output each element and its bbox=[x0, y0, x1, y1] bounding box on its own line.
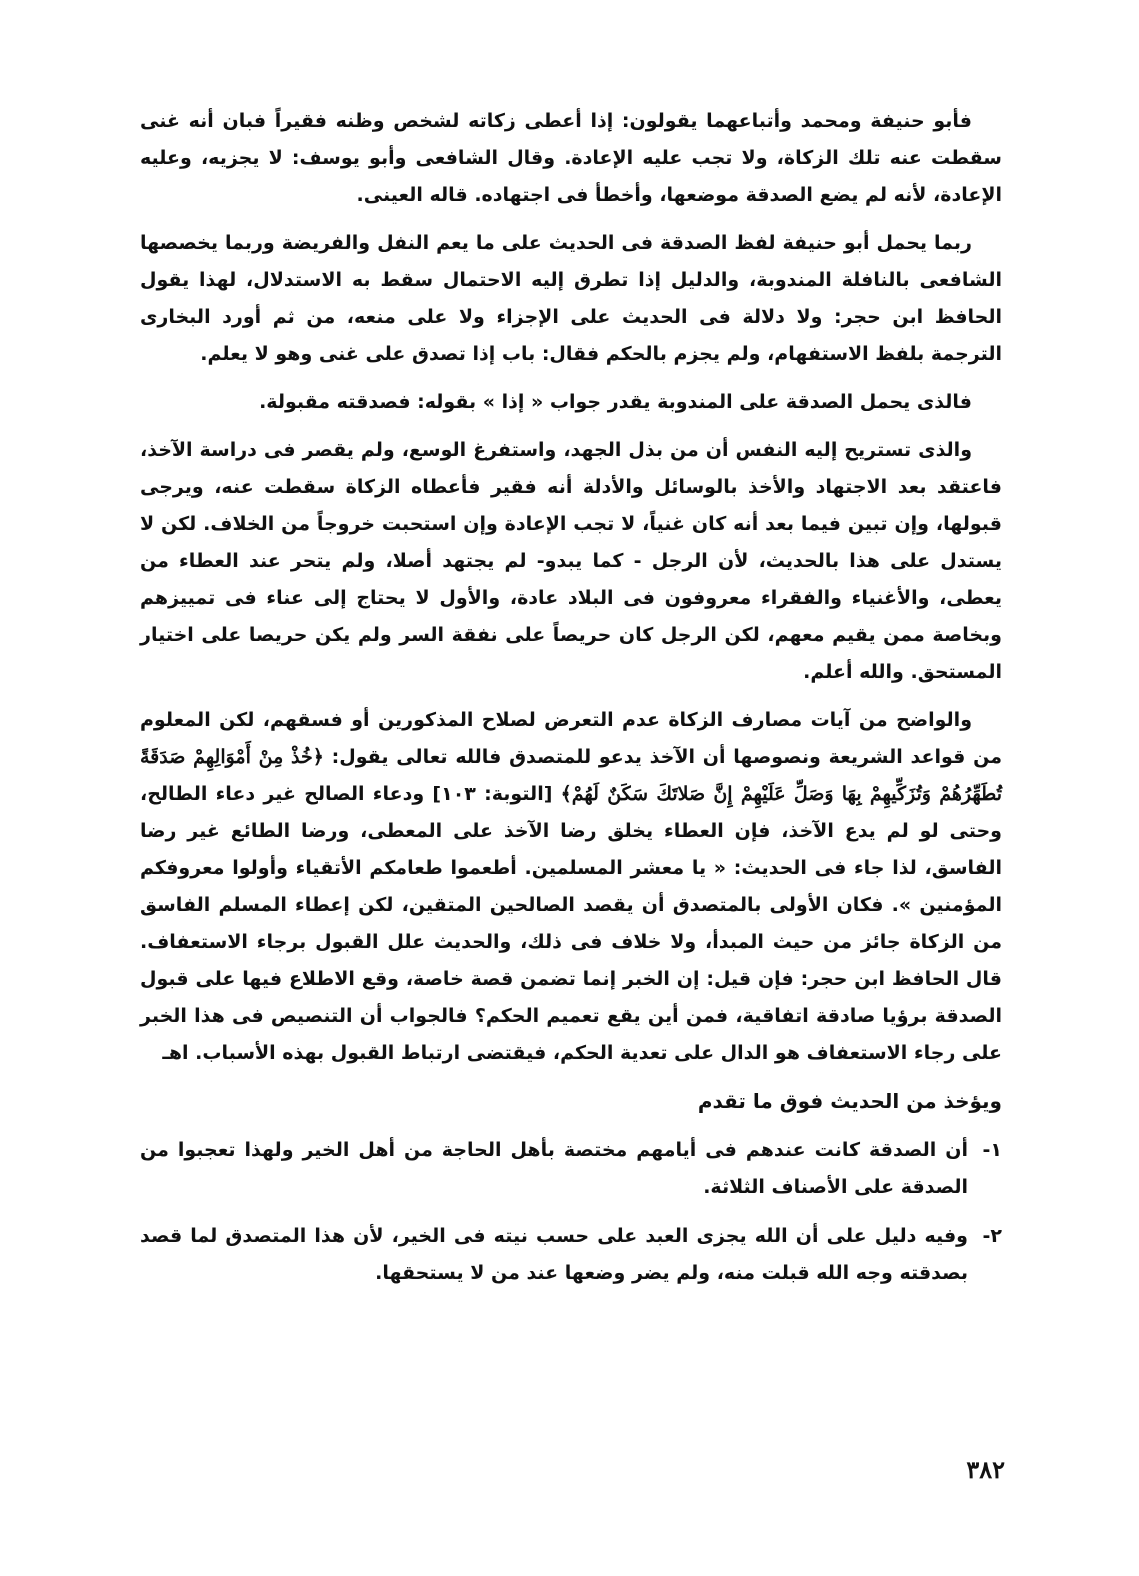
section-heading: ويؤخذ من الحديث فوق ما تقدم bbox=[697, 1089, 1002, 1113]
paragraph-5-continuation: [التوبة: ١٠٣] ودعاء الصالح غير دعاء الطالح، وحتى لو لم يدع الآخذ، فإن العطاء يخلق رضا الآخذ على المعطى، ورضا الطائع غير رضا الفاسق، لذا جاء فى الحديث: « يا معشر المسلمين. أطعموا طعامكم الأتقياء وأولوا معروفكم المؤمنين ». فكان الأولى بالمتصدق أن يقصد الصالحين المتقين، لكن إعطاء المسلم الفاسق من الزكاة جائز من حيث المبدأ، ولا خلاف فى ذلك، والحديث علل القبول برجاء الاستعفاف. قال الحافظ ابن حجر: فإن قيل: إن الخبر إنما تضمن قصة خاصة، وقع الاطلاع فيها على قبول الصدقة برؤيا صادقة اتفاقية، فمن أين يقع تعميم الحكم؟ فالجواب أن التنصيص فى هذا الخبر على رجاء الاستعفاف هو الدال على تعدية الحكم، فيقتضى ارتباط القبول بهذه الأسباب. اهـ bbox=[140, 783, 1002, 1064]
list-item-1 bbox=[140, 1132, 1002, 1206]
page-number: ٣٨٢ bbox=[966, 1455, 1005, 1484]
paragraph-5-quran-citation bbox=[140, 702, 1002, 1072]
list-number-1: ١- bbox=[982, 1139, 1002, 1161]
paragraph-3: فالذى يحمل الصدقة على المندوبة يقدر جواب « إذا » بقوله: فصدقته مقبولة. bbox=[259, 391, 972, 413]
paragraph-5-intro: والواضح من آيات مصارف الزكاة عدم التعرض لصلاح المذكورين أو فسقهم، لكن المعلوم من قواعد الشريعة ونصوصها أن الآخذ يدعو للمتصدق فالله تعالى يقول: bbox=[140, 709, 1002, 768]
quran-verse: ﴿خُذْ مِنْ أَمْوَالِهِمْ صَدَقَةً تُطَهِّرُهُمْ وَتُزَكِّيهِمْ بِهَا وَصَلِّ عَلَيْهِمْ إِنَّ صَلاتَكَ سَكَنٌ لَهُمْ﴾ bbox=[140, 746, 1002, 805]
paragraph-1: فأبو حنيفة ومحمد وأتباعهما يقولون: إذا أعطى زكاته لشخص وظنه فقيراً فبان أنه غنى سقطت عنه تلك الزكاة، ولا تجب عليه الإعادة. وقال الشافعى وأبو يوسف: لا يجزيه، وعليه الإعادة، لأنه لم يضع الصدقة موضعها، وأخطأ فى اجتهاده. قاله العينى. bbox=[140, 110, 1002, 206]
list-text-2: وفيه دليل على أن الله يجزى العبد على حسب نيته فى الخير، لأن هذا المتصدق لما قصد بصدقته وجه الله قبلت منه، ولم يضر وضعها عند من لا يستحقها. bbox=[140, 1225, 968, 1284]
paragraph-4: والذى تستريح إليه النفس أن من بذل الجهد، واستفرغ الوسع، ولم يقصر فى دراسة الآخذ، فاعتقد بعد الاجتهاد والأخذ بالوسائل والأدلة أنه فقير فأعطاه الزكاة سقطت عنه، ويرجى قبولها، وإن تبين فيما بعد أنه كان غنياً، لا تجب الإعادة وإن استحبت خروجاً من الخلاف. لكن لا يستدل على هذا بالحديث، لأن الرجل - كما يبدو- لم يجتهد أصلا، ولم يتحر عند العطاء من يعطى، والأغنياء والفقراء معروفون فى البلاد عادة، والأول لا يحتاج إلى عناء فى تمييزهم وبخاصة ممن يقيم معهم، لكن الرجل كان حريصاً على نفقة السر ولم يكن حريصا على اختيار المستحق. والله أعلم. bbox=[140, 439, 1002, 683]
list-item-2 bbox=[140, 1218, 1002, 1292]
list-number-2: ٢- bbox=[982, 1225, 1002, 1247]
paragraph-2: ربما يحمل أبو حنيفة لفظ الصدقة فى الحديث على ما يعم النفل والفريضة وربما يخصصها الشافعى بالنافلة المندوبة، والدليل إذا تطرق إليه الاحتمال سقط به الاستدلال، لهذا يقول الحافظ ابن حجر: ولا دلالة فى الحديث على الإجزاء ولا على منعه، من ثم أورد البخارى الترجمة بلفظ الاستفهام، ولم يجزم بالحكم فقال: باب إذا تصدق على غنى وهو لا يعلم. bbox=[140, 232, 1002, 365]
list-text-1: أن الصدقة كانت عندهم فى أيامهم مختصة بأهل الحاجة من أهل الخير ولهذا تعجبوا من الصدقة على الأصناف الثلاثة. bbox=[140, 1139, 968, 1198]
document-page bbox=[140, 103, 1002, 1304]
